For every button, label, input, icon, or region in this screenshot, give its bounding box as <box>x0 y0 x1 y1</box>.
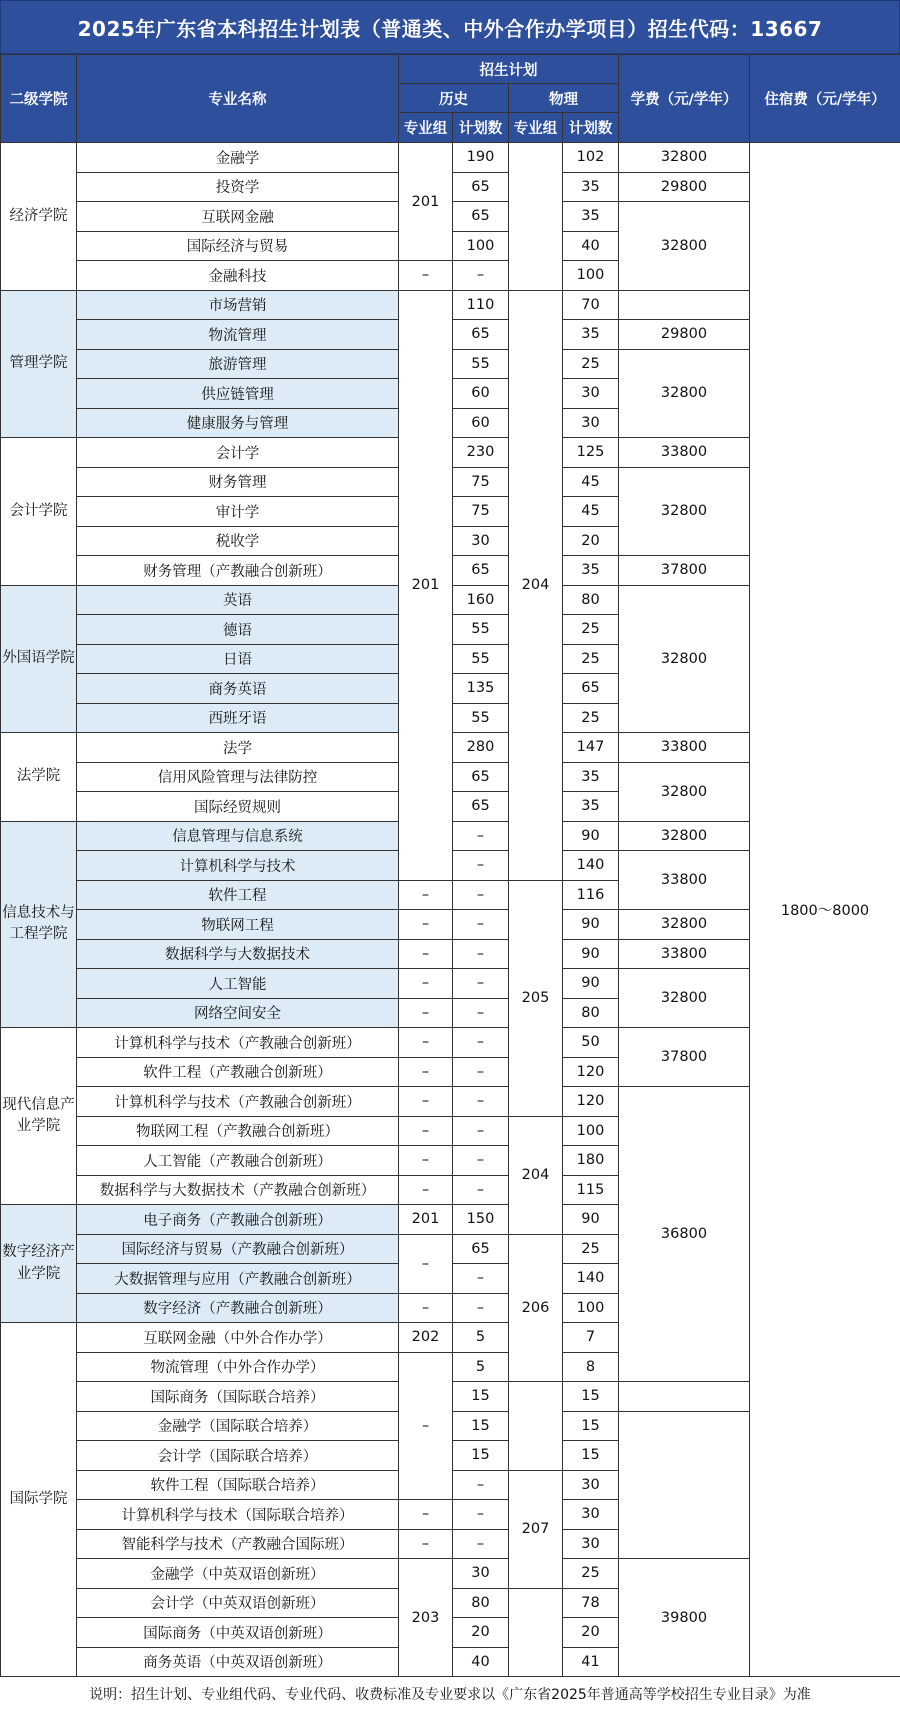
physics-count: 100 <box>563 1293 619 1323</box>
physics-count: 70 <box>563 290 619 320</box>
tuition-fee: 39800 <box>619 1559 750 1677</box>
history-group: – <box>399 1057 453 1087</box>
major-name: 税收学 <box>77 526 399 556</box>
header-plan: 招生计划 <box>399 55 619 84</box>
history-count: 5 <box>453 1323 509 1353</box>
history-count: – <box>453 851 509 881</box>
history-count: 15 <box>453 1382 509 1412</box>
history-count: 55 <box>453 349 509 379</box>
major-name: 信用风险管理与法律防控 <box>77 762 399 792</box>
tuition-fee: 29800 <box>619 320 750 350</box>
tuition-fee: 33800 <box>619 939 750 969</box>
physics-count: 41 <box>563 1647 619 1677</box>
physics-count: 8 <box>563 1352 619 1382</box>
history-count: 135 <box>453 674 509 704</box>
history-count: 15 <box>453 1441 509 1471</box>
enrollment-table <box>0 54 900 1677</box>
history-count: 20 <box>453 1618 509 1648</box>
physics-count: 35 <box>563 172 619 202</box>
history-count: 150 <box>453 1205 509 1235</box>
tuition-fee: 32800 <box>619 585 750 733</box>
college-name: 数字经济产业学院 <box>1 1205 77 1323</box>
physics-group <box>509 1588 563 1677</box>
physics-count: 15 <box>563 1382 619 1412</box>
history-group: – <box>399 1146 453 1176</box>
physics-count: 30 <box>563 408 619 438</box>
physics-count: 90 <box>563 821 619 851</box>
major-name: 软件工程（产教融合创新班） <box>77 1057 399 1087</box>
tuition-fee: 36800 <box>619 1087 750 1382</box>
history-count: – <box>453 1293 509 1323</box>
major-name: 物联网工程（产教融合创新班） <box>77 1116 399 1146</box>
history-group: – <box>399 1175 453 1205</box>
physics-count: 140 <box>563 1264 619 1294</box>
major-name: 人工智能（产教融合创新班） <box>77 1146 399 1176</box>
college-name: 国际学院 <box>1 1323 77 1677</box>
major-name: 计算机科学与技术 <box>77 851 399 881</box>
history-group: – <box>399 910 453 940</box>
history-group: – <box>399 880 453 910</box>
tuition-fee: 37800 <box>619 556 750 586</box>
history-group: – <box>399 1087 453 1117</box>
major-name: 英语 <box>77 585 399 615</box>
physics-count: 35 <box>563 556 619 586</box>
physics-count: 30 <box>563 1500 619 1530</box>
history-group: – <box>399 1028 453 1058</box>
history-count: 190 <box>453 143 509 173</box>
history-group: – <box>399 1293 453 1323</box>
history-group: 202 <box>399 1323 453 1353</box>
history-group: 203 <box>399 1559 453 1677</box>
history-count: – <box>453 1116 509 1146</box>
major-name: 日语 <box>77 644 399 674</box>
major-name: 物流管理（中外合作办学） <box>77 1352 399 1382</box>
history-count: 280 <box>453 733 509 763</box>
tuition-fee <box>619 1411 750 1559</box>
tuition-fee <box>619 1382 750 1412</box>
physics-count: 90 <box>563 1205 619 1235</box>
major-name: 会计学 <box>77 438 399 468</box>
college-name: 现代信息产业学院 <box>1 1028 77 1205</box>
major-name: 商务英语 <box>77 674 399 704</box>
tuition-fee: 32800 <box>619 821 750 851</box>
history-count: 30 <box>453 1559 509 1589</box>
history-count: 65 <box>453 792 509 822</box>
physics-count: 40 <box>563 231 619 261</box>
history-count: – <box>453 1057 509 1087</box>
physics-count: 35 <box>563 762 619 792</box>
history-count: – <box>453 821 509 851</box>
history-count: – <box>453 969 509 999</box>
major-name: 审计学 <box>77 497 399 527</box>
physics-count: 50 <box>563 1028 619 1058</box>
history-count: – <box>453 1470 509 1500</box>
history-group: 201 <box>399 1205 453 1235</box>
major-name: 国际商务（中英双语创新班） <box>77 1618 399 1648</box>
physics-count: 140 <box>563 851 619 881</box>
major-name: 智能科学与技术（产教融合国际班） <box>77 1529 399 1559</box>
college-name: 外国语学院 <box>1 585 77 733</box>
physics-count: 25 <box>563 644 619 674</box>
major-name: 国际经贸规则 <box>77 792 399 822</box>
physics-count: 35 <box>563 202 619 232</box>
table-row <box>1 143 900 173</box>
major-name: 金融学（中英双语创新班） <box>77 1559 399 1589</box>
major-name: 投资学 <box>77 172 399 202</box>
history-group: – <box>399 1116 453 1146</box>
history-count: 5 <box>453 1352 509 1382</box>
footnote: 说明：招生计划、专业组代码、专业代码、收费标准及专业要求以《广东省2025年普通高等学校招生专业目录》为准 <box>89 1687 811 1703</box>
history-group: – <box>399 1529 453 1559</box>
tuition-fee: 33800 <box>619 438 750 468</box>
major-name: 健康服务与管理 <box>77 408 399 438</box>
history-count: 65 <box>453 202 509 232</box>
history-count: – <box>453 880 509 910</box>
major-name: 金融学 <box>77 143 399 173</box>
major-name: 物联网工程 <box>77 910 399 940</box>
dorm-fee: 1800～8000 <box>750 143 900 1677</box>
history-count: – <box>453 910 509 940</box>
major-name: 数据科学与大数据技术 <box>77 939 399 969</box>
history-count: 40 <box>453 1647 509 1677</box>
physics-count: 25 <box>563 1234 619 1264</box>
history-count: 60 <box>453 408 509 438</box>
college-name: 法学院 <box>1 733 77 822</box>
physics-count: 25 <box>563 1559 619 1589</box>
physics-group: 204 <box>509 290 563 880</box>
physics-count: 116 <box>563 880 619 910</box>
tuition-fee: 33800 <box>619 851 750 910</box>
physics-count: 25 <box>563 615 619 645</box>
history-count: – <box>453 1529 509 1559</box>
major-name: 大数据管理与应用（产教融合创新班） <box>77 1264 399 1294</box>
physics-count: 100 <box>563 1116 619 1146</box>
header-history-count: 计划数 <box>453 113 509 143</box>
major-name: 商务英语（中英双语创新班） <box>77 1647 399 1677</box>
physics-count: 15 <box>563 1441 619 1471</box>
major-name: 德语 <box>77 615 399 645</box>
physics-group <box>509 1382 563 1471</box>
history-group: – <box>399 939 453 969</box>
tuition-fee: 37800 <box>619 1028 750 1087</box>
history-count: 65 <box>453 1234 509 1264</box>
physics-count: 7 <box>563 1323 619 1353</box>
major-name: 法学 <box>77 733 399 763</box>
major-name: 旅游管理 <box>77 349 399 379</box>
history-count: 55 <box>453 615 509 645</box>
history-group: – <box>399 998 453 1028</box>
major-name: 数字经济（产教融合创新班） <box>77 1293 399 1323</box>
college-name: 管理学院 <box>1 290 77 438</box>
physics-count: 45 <box>563 497 619 527</box>
physics-count: 102 <box>563 143 619 173</box>
physics-count: 35 <box>563 792 619 822</box>
physics-count: 125 <box>563 438 619 468</box>
history-count: – <box>453 998 509 1028</box>
major-name: 财务管理 <box>77 467 399 497</box>
header-physics: 物理 <box>509 84 619 113</box>
history-count: 80 <box>453 1588 509 1618</box>
history-count: 65 <box>453 556 509 586</box>
physics-count: 30 <box>563 379 619 409</box>
table-body <box>1 143 900 1677</box>
history-group: – <box>399 1352 453 1500</box>
physics-count: 78 <box>563 1588 619 1618</box>
tuition-fee: 32800 <box>619 349 750 438</box>
header-history: 历史 <box>399 84 509 113</box>
physics-count: 115 <box>563 1175 619 1205</box>
major-name: 金融学（国际联合培养） <box>77 1411 399 1441</box>
tuition-fee: 32800 <box>619 467 750 556</box>
major-name: 国际经济与贸易（产教融合创新班） <box>77 1234 399 1264</box>
history-group: – <box>399 969 453 999</box>
physics-count: 20 <box>563 1618 619 1648</box>
history-count: 15 <box>453 1411 509 1441</box>
major-name: 国际商务（国际联合培养） <box>77 1382 399 1412</box>
physics-count: 120 <box>563 1057 619 1087</box>
physics-group <box>509 143 563 291</box>
history-count: 230 <box>453 438 509 468</box>
history-count: 55 <box>453 644 509 674</box>
major-name: 软件工程 <box>77 880 399 910</box>
physics-count: 100 <box>563 261 619 291</box>
history-count: – <box>453 1087 509 1117</box>
history-group: – <box>399 1234 453 1293</box>
history-count: 65 <box>453 762 509 792</box>
history-count: 60 <box>453 379 509 409</box>
college-name: 信息技术与工程学院 <box>1 821 77 1028</box>
physics-count: 20 <box>563 526 619 556</box>
college-name: 会计学院 <box>1 438 77 586</box>
header-major: 专业名称 <box>77 55 399 143</box>
header-physics-count: 计划数 <box>563 113 619 143</box>
history-count: 65 <box>453 172 509 202</box>
physics-group: 206 <box>509 1234 563 1382</box>
physics-count: 65 <box>563 674 619 704</box>
major-name: 互联网金融 <box>77 202 399 232</box>
history-count: – <box>453 1264 509 1294</box>
history-count: 55 <box>453 703 509 733</box>
history-group: – <box>399 1500 453 1530</box>
header-college: 二级学院 <box>1 55 77 143</box>
major-name: 计算机科学与技术（产教融合创新班） <box>77 1028 399 1058</box>
major-name: 市场营销 <box>77 290 399 320</box>
physics-count: 90 <box>563 939 619 969</box>
physics-count: 80 <box>563 998 619 1028</box>
history-count: 65 <box>453 320 509 350</box>
major-name: 互联网金融（中外合作办学） <box>77 1323 399 1353</box>
history-count: 110 <box>453 290 509 320</box>
history-group: – <box>399 261 453 291</box>
physics-count: 90 <box>563 910 619 940</box>
history-count: 100 <box>453 231 509 261</box>
physics-count: 80 <box>563 585 619 615</box>
physics-count: 120 <box>563 1087 619 1117</box>
major-name: 软件工程（国际联合培养） <box>77 1470 399 1500</box>
major-name: 信息管理与信息系统 <box>77 821 399 851</box>
history-group: 201 <box>399 290 453 880</box>
history-count: 75 <box>453 497 509 527</box>
tuition-fee: 32800 <box>619 143 750 173</box>
physics-count: 45 <box>563 467 619 497</box>
history-count: – <box>453 1175 509 1205</box>
major-name: 计算机科学与技术（产教融合创新班） <box>77 1087 399 1117</box>
major-name: 数据科学与大数据技术（产教融合创新班） <box>77 1175 399 1205</box>
physics-count: 25 <box>563 349 619 379</box>
history-count: 160 <box>453 585 509 615</box>
tuition-fee: 32800 <box>619 969 750 1028</box>
physics-count: 30 <box>563 1470 619 1500</box>
page-title: 2025年广东省本科招生计划表（普通类、中外合作办学项目）招生代码：13667 <box>0 0 900 54</box>
header-physics-group: 专业组 <box>509 113 563 143</box>
major-name: 会计学（中英双语创新班） <box>77 1588 399 1618</box>
history-count: – <box>453 1028 509 1058</box>
major-name: 财务管理（产教融合创新班） <box>77 556 399 586</box>
tuition-fee: 29800 <box>619 172 750 202</box>
physics-count: 180 <box>563 1146 619 1176</box>
header-history-group: 专业组 <box>399 113 453 143</box>
major-name: 会计学（国际联合培养） <box>77 1441 399 1471</box>
physics-group: 207 <box>509 1470 563 1588</box>
major-name: 网络空间安全 <box>77 998 399 1028</box>
physics-count: 25 <box>563 703 619 733</box>
major-name: 人工智能 <box>77 969 399 999</box>
major-name: 国际经济与贸易 <box>77 231 399 261</box>
physics-count: 147 <box>563 733 619 763</box>
history-count: – <box>453 1500 509 1530</box>
tuition-fee: 33800 <box>619 733 750 763</box>
major-name: 供应链管理 <box>77 379 399 409</box>
tuition-fee: 32800 <box>619 762 750 821</box>
physics-count: 15 <box>563 1411 619 1441</box>
history-group: 201 <box>399 143 453 261</box>
college-name: 经济学院 <box>1 143 77 291</box>
header-dorm: 住宿费（元/学年） <box>750 55 900 143</box>
major-name: 金融科技 <box>77 261 399 291</box>
major-name: 物流管理 <box>77 320 399 350</box>
major-name: 计算机科学与技术（国际联合培养） <box>77 1500 399 1530</box>
history-count: 30 <box>453 526 509 556</box>
physics-group: 204 <box>509 1116 563 1234</box>
major-name: 电子商务（产教融合创新班） <box>77 1205 399 1235</box>
history-count: 75 <box>453 467 509 497</box>
history-count: – <box>453 261 509 291</box>
history-count: – <box>453 939 509 969</box>
tuition-fee: 32800 <box>619 910 750 940</box>
tuition-fee: 32800 <box>619 202 750 291</box>
history-count: – <box>453 1146 509 1176</box>
physics-group: 205 <box>509 880 563 1116</box>
header-tuition: 学费（元/学年） <box>619 55 750 143</box>
physics-count: 90 <box>563 969 619 999</box>
physics-count: 35 <box>563 320 619 350</box>
major-name: 西班牙语 <box>77 703 399 733</box>
physics-count: 30 <box>563 1529 619 1559</box>
tuition-fee <box>619 290 750 320</box>
